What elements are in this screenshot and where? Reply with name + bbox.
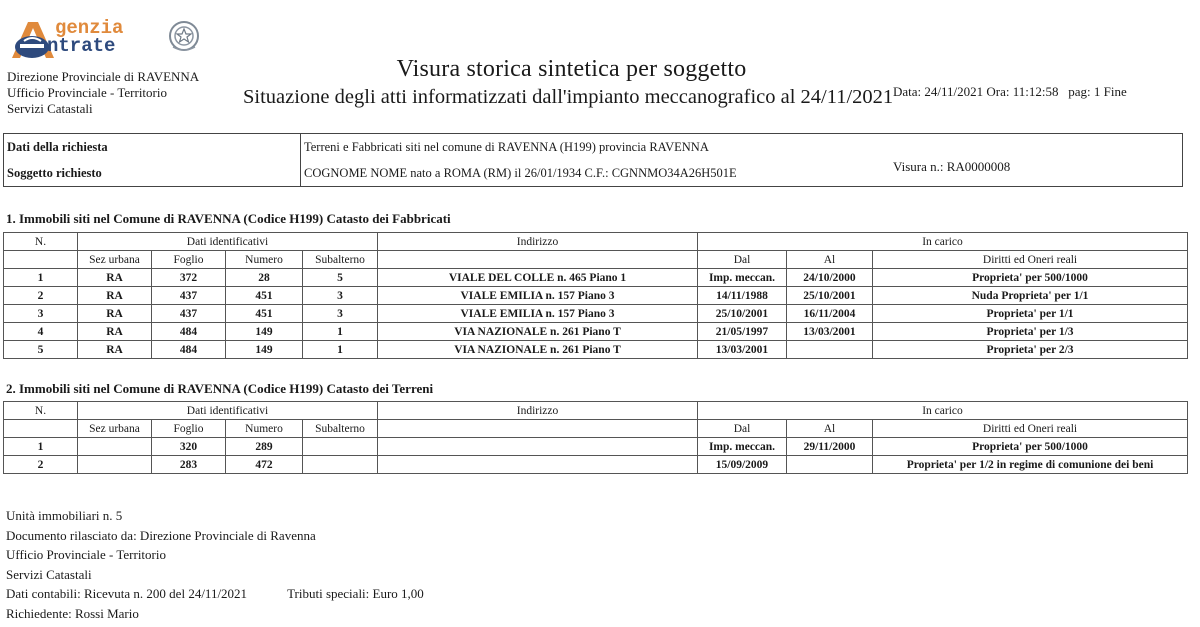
cell-sez — [78, 438, 152, 456]
col-n: N. — [4, 233, 78, 251]
cell-numero: 149 — [226, 341, 303, 359]
cell-sez — [78, 456, 152, 474]
cell-foglio: 484 — [152, 323, 226, 341]
cell-numero: 472 — [226, 456, 303, 474]
col-indirizzo: Indirizzo — [378, 402, 698, 420]
col-numero: Numero — [226, 420, 303, 438]
col-dal: Dal — [698, 420, 787, 438]
cell-sub: 1 — [303, 341, 378, 359]
cell-indirizzo: VIA NAZIONALE n. 261 Piano T — [378, 323, 698, 341]
cell-indirizzo: VIALE EMILIA n. 157 Piano 3 — [378, 287, 698, 305]
table-subheader-row — [4, 420, 1188, 438]
cell-sez: RA — [78, 287, 152, 305]
cell-al — [787, 456, 873, 474]
cell-n: 5 — [4, 341, 78, 359]
col-in-carico: In carico — [698, 402, 1188, 420]
cell-sub: 5 — [303, 269, 378, 287]
republic-emblem-icon — [168, 20, 200, 54]
cell-dal: Imp. meccan. — [698, 438, 787, 456]
col-numero: Numero — [226, 251, 303, 269]
agenzia-entrate-logo — [8, 18, 198, 60]
page-title: Visura storica sintetica per soggetto — [396, 56, 747, 82]
unita-count: Unità immobiliari n. 5 — [6, 508, 123, 523]
table-row — [4, 269, 1188, 287]
col-diritti: Diritti ed Oneri reali — [873, 420, 1188, 438]
cell-sub — [303, 438, 378, 456]
col-empty — [378, 420, 698, 438]
cell-al — [787, 341, 873, 359]
fabbricati-table — [3, 232, 1188, 359]
cell-numero: 289 — [226, 438, 303, 456]
logo-word-ntrate: ntrate — [47, 35, 116, 57]
col-dati-identificativi: Dati identificativi — [78, 233, 378, 251]
cell-sub: 3 — [303, 305, 378, 323]
table-row — [4, 305, 1188, 323]
col-n: N. — [4, 402, 78, 420]
col-sez-urbana: Sez urbana — [78, 420, 152, 438]
col-subalterno: Subalterno — [303, 251, 378, 269]
table-row — [4, 438, 1188, 456]
office-direzione: Direzione Provinciale di RAVENNA — [7, 69, 200, 84]
office-ufficio: Ufficio Provinciale - Territorio — [7, 85, 167, 100]
col-foglio: Foglio — [152, 420, 226, 438]
cell-indirizzo: VIALE EMILIA n. 157 Piano 3 — [378, 305, 698, 323]
request-row — [4, 134, 1183, 161]
col-diritti: Diritti ed Oneri reali — [873, 251, 1188, 269]
col-empty — [4, 251, 78, 269]
office-servizi: Servizi Catastali — [7, 101, 93, 116]
cell-dal: 25/10/2001 — [698, 305, 787, 323]
request-row — [4, 160, 1183, 187]
issued-by: Documento rilasciato da: Direzione Provinciale di Ravenna — [6, 527, 316, 543]
cell-n: 2 — [4, 287, 78, 305]
request-box — [3, 133, 1183, 187]
cell-sub: 3 — [303, 287, 378, 305]
cell-sez: RA — [78, 269, 152, 287]
cell-numero: 149 — [226, 323, 303, 341]
issuing-office: Ufficio Provinciale - Territorio — [6, 547, 166, 563]
cell-indirizzo — [378, 456, 698, 474]
table-row — [4, 323, 1188, 341]
accounting-line — [6, 584, 424, 604]
special-fees: Tributi speciali: Euro 1,00 — [287, 586, 424, 602]
col-foglio: Foglio — [152, 251, 226, 269]
issuing-service: Servizi Catastali — [6, 566, 92, 582]
logo-word-genzia: genzia — [55, 17, 124, 39]
cell-sub: 1 — [303, 323, 378, 341]
cell-diritti: Proprieta' per 1/2 in regime di comunione dei beni — [873, 456, 1188, 474]
cell-indirizzo: VIALE DEL COLLE n. 465 Piano 1 — [378, 269, 698, 287]
cell-foglio: 320 — [152, 438, 226, 456]
table-row — [4, 456, 1188, 474]
cell-indirizzo: VIA NAZIONALE n. 261 Piano T — [378, 341, 698, 359]
cell-sez: RA — [78, 305, 152, 323]
date-time-page: Data: 24/11/2021 Ora: 11:12:58 pag: 1 Fine — [893, 84, 1127, 99]
cell-diritti: Proprieta' per 500/1000 — [873, 269, 1188, 287]
cell-sez: RA — [78, 341, 152, 359]
col-dati-identificativi: Dati identificativi — [78, 402, 378, 420]
cell-n: 3 — [4, 305, 78, 323]
cell-diritti: Nuda Proprieta' per 1/1 — [873, 287, 1188, 305]
cell-diritti: Proprieta' per 2/3 — [873, 341, 1188, 359]
table-row — [4, 341, 1188, 359]
table-header-row — [4, 233, 1188, 251]
table-row — [4, 287, 1188, 305]
cell-al: 13/03/2001 — [787, 323, 873, 341]
request-value: Terreni e Fabbricati siti nel comune di RAVENNA (H199) provincia RAVENNA — [304, 139, 709, 154]
cell-indirizzo — [378, 438, 698, 456]
section-terreni-title: 2. Immobili siti nel Comune di RAVENNA (Codice H199) Catasto dei Terreni — [6, 381, 434, 396]
cell-sub — [303, 456, 378, 474]
page-subtitle: Situazione degli atti informatizzati dall'impianto meccanografico al 24/11/2021 — [243, 86, 894, 108]
col-empty — [4, 420, 78, 438]
col-subalterno: Subalterno — [303, 420, 378, 438]
cell-foglio: 372 — [152, 269, 226, 287]
cell-al: 24/10/2000 — [787, 269, 873, 287]
col-empty — [378, 251, 698, 269]
cell-foglio: 283 — [152, 456, 226, 474]
cell-al: 16/11/2004 — [787, 305, 873, 323]
cell-dal: 13/03/2001 — [698, 341, 787, 359]
subject-value: COGNOME NOME nato a ROMA (RM) il 26/01/1934 C.F.: CGNNMO34A26H501E — [304, 165, 737, 180]
col-al: Al — [787, 420, 873, 438]
document-footer — [6, 506, 424, 624]
cell-sez: RA — [78, 323, 152, 341]
col-dal: Dal — [698, 251, 787, 269]
cell-numero: 28 — [226, 269, 303, 287]
table-header-row — [4, 402, 1188, 420]
cell-dal: 21/05/1997 — [698, 323, 787, 341]
request-label: Dati della richiesta — [4, 134, 301, 161]
cell-n: 2 — [4, 456, 78, 474]
cell-dal: 14/11/1988 — [698, 287, 787, 305]
cell-diritti: Proprieta' per 500/1000 — [873, 438, 1188, 456]
cell-dal: Imp. meccan. — [698, 269, 787, 287]
visura-number: Visura n.: RA0000008 — [893, 159, 1011, 174]
cell-foglio: 437 — [152, 305, 226, 323]
col-sez-urbana: Sez urbana — [78, 251, 152, 269]
cell-diritti: Proprieta' per 1/1 — [873, 305, 1188, 323]
cell-diritti: Proprieta' per 1/3 — [873, 323, 1188, 341]
cell-n: 4 — [4, 323, 78, 341]
col-in-carico: In carico — [698, 233, 1188, 251]
cell-n: 1 — [4, 438, 78, 456]
cell-al: 29/11/2000 — [787, 438, 873, 456]
receipt-info: Dati contabili: Ricevuta n. 200 del 24/11/2021 — [6, 586, 248, 602]
section-fabbricati-title: 1. Immobili siti nel Comune di RAVENNA (Codice H199) Catasto dei Fabbricati — [6, 211, 451, 226]
cell-numero: 451 — [226, 305, 303, 323]
table-subheader-row — [4, 251, 1188, 269]
cell-al: 25/10/2001 — [787, 287, 873, 305]
requester: Richiedente: Rossi Mario — [6, 605, 139, 621]
cell-foglio: 437 — [152, 287, 226, 305]
terreni-table — [3, 401, 1188, 474]
col-indirizzo: Indirizzo — [378, 233, 698, 251]
subject-label: Soggetto richiesto — [4, 160, 301, 187]
cell-foglio: 484 — [152, 341, 226, 359]
cell-numero: 451 — [226, 287, 303, 305]
cell-dal: 15/09/2009 — [698, 456, 787, 474]
col-al: Al — [787, 251, 873, 269]
cell-n: 1 — [4, 269, 78, 287]
